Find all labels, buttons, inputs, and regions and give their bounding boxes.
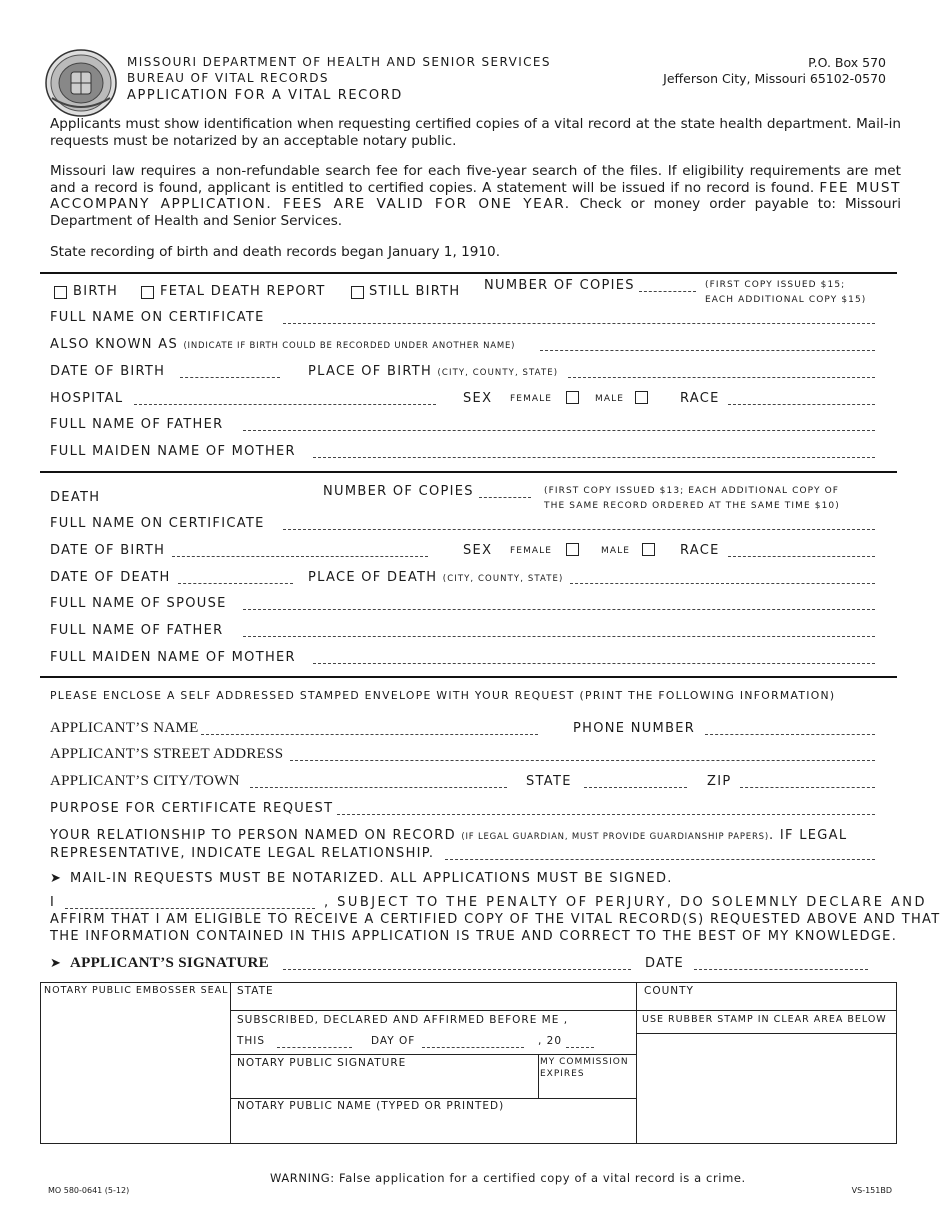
city-address: Jefferson City, Missouri 65102-0570 [663,71,886,86]
fee-text: Missouri law requires a non-refundable search fee for each five-year search of the files. If eligibility requirements are met and a record is found, applicant is entitled to certified copies. A statement will be issued if no record is found. [50,163,901,196]
embosser-seal-label: NOTARY PUBLIC EMBOSSER SEAL [44,985,229,996]
state-seal-icon [44,48,118,118]
pod-note: (CITY, COUNTY, STATE) [442,574,564,584]
birth-race-field[interactable] [728,404,875,405]
birth-dob-label: DATE OF BIRTH [50,364,166,379]
notary-box [40,982,897,1144]
pob-field[interactable] [568,377,875,378]
warning-text: WARNING: False application for a certified copy of a vital record is a crime. [270,1171,746,1185]
relationship-note: (IF LEGAL GUARDIAN, MUST PROVIDE GUARDIANSHIP PAPERS) [461,832,769,842]
rubber-stamp-label: USE RUBBER STAMP IN CLEAR AREA BELOW [642,1014,887,1025]
purpose-label: PURPOSE FOR CERTIFICATE REQUEST [50,801,334,816]
city-field[interactable] [250,787,507,788]
day-of-label: DAY OF [371,1035,416,1047]
birth-fee-note-2: EACH ADDITIONAL COPY $15) [705,295,867,305]
zip-label: ZIP [707,774,732,789]
fetal-death-label: FETAL DEATH REPORT [160,284,326,299]
relationship-tail: . IF LEGAL [769,828,848,843]
birth-female-checkbox[interactable] [566,391,579,404]
arrowhead-bullet-icon: ➤ [50,956,61,971]
birth-mother-field[interactable] [313,457,875,458]
spouse-label: FULL NAME OF SPOUSE [50,596,227,611]
vs-number: VS-151BD [851,1186,892,1195]
bureau-name: BUREAU OF VITAL RECORDS [127,71,329,85]
death-full-name-label: FULL NAME ON CERTIFICATE [50,516,265,531]
hospital-field[interactable] [134,404,436,405]
spouse-field[interactable] [243,609,875,610]
declare-line-1: , SUBJECT TO THE PENALTY OF PERJURY, DO SOLEMNLY DECLARE AND [324,895,927,910]
aka-note: (INDICATE IF BIRTH COULD BE RECORDED UNDER ANOTHER NAME) [183,341,516,351]
still-birth-label: STILL BIRTH [369,284,461,299]
death-race-label: RACE [680,543,720,558]
declare-line-3: THE INFORMATION CONTAINED IN THIS APPLICATION IS TRUE AND CORRECT TO THE BEST OF MY KNOWLEDGE. [50,929,898,944]
notary-divider [230,1098,636,1099]
divider [40,471,897,473]
fetal-death-checkbox[interactable] [141,286,154,299]
year-field[interactable] [566,1047,594,1048]
pob-text: PLACE OF BIRTH [308,364,433,379]
city-label: APPLICANT’S CITY/TOWN [50,773,240,789]
notary-divider [538,1054,539,1098]
death-mother-label: FULL MAIDEN NAME OF MOTHER [50,650,296,665]
purpose-field[interactable] [337,814,875,815]
pod-text: PLACE OF DEATH [308,570,438,585]
aka-label [50,337,515,352]
signature-label: APPLICANT’S SIGNATURE [70,955,269,971]
street-field[interactable] [290,760,875,761]
aka-text: ALSO KNOWN AS [50,337,178,352]
street-label: APPLICANT’S STREET ADDRESS [50,746,284,762]
divider [40,272,897,274]
hospital-label: HOSPITAL [50,391,124,406]
death-sex-label: SEX [463,543,493,558]
notary-state-label: STATE [237,985,274,997]
po-box: P.O. Box 570 [808,55,886,70]
dod-label: DATE OF DEATH [50,570,171,585]
notary-divider [636,982,637,1144]
aka-field[interactable] [540,350,875,351]
commission-label-2: EXPIRES [540,1069,585,1079]
date-field[interactable] [694,969,868,970]
notary-divider [230,1054,636,1055]
death-race-field[interactable] [728,556,875,557]
day-of-field[interactable] [422,1047,524,1048]
department-name: MISSOURI DEPARTMENT OF HEALTH AND SENIOR SERVICES [127,55,551,69]
birth-fee-note-1: (FIRST COPY ISSUED $15; [705,280,846,290]
date-label: DATE [645,956,685,971]
enclose-instruction: PLEASE ENCLOSE A SELF ADDRESSED STAMPED ENVELOPE WITH YOUR REQUEST (PRINT THE FOLLOWING INFORMATION) [50,689,836,702]
birth-father-field[interactable] [243,430,875,431]
form-number: MO 580-0641 (5-12) [48,1186,130,1195]
commission-label-1: MY COMMISSION [540,1057,629,1067]
signature-field[interactable] [283,969,631,970]
birth-full-name-label: FULL NAME ON CERTIFICATE [50,310,265,325]
birth-male-label: MALE [595,394,625,404]
death-male-checkbox[interactable] [642,543,655,556]
state-label: STATE [526,774,572,789]
death-mother-field[interactable] [313,663,875,664]
birth-female-label: FEMALE [510,394,553,404]
death-male-label: MALE [601,546,631,556]
declarant-name-field[interactable] [65,908,315,909]
declare-i: I [50,895,56,910]
zip-field[interactable] [740,787,875,788]
pod-label [308,570,563,585]
legal-rep-field[interactable] [445,859,875,860]
birth-label: BIRTH [73,284,119,299]
death-father-label: FULL NAME OF FATHER [50,623,224,638]
death-dob-field[interactable] [172,556,428,557]
mailin-notice: MAIL-IN REQUESTS MUST BE NOTARIZED. ALL APPLICATIONS MUST BE SIGNED. [70,871,673,886]
pob-label [308,364,558,379]
notary-county-label: COUNTY [644,985,694,997]
birth-race-label: RACE [680,391,720,406]
intro-paragraph-3: State recording of birth and death records began January 1, 1910. [50,244,501,260]
death-father-field[interactable] [243,636,875,637]
notary-divider [636,1033,897,1034]
declare-line-2: AFFIRM THAT I AM ELIGIBLE TO RECEIVE A CERTIFIED COPY OF THE VITAL RECORD(S) REQUESTED ABOVE AND THAT [50,912,941,927]
legal-rep-label: REPRESENTATIVE, INDICATE LEGAL RELATIONSHIP. [50,846,435,861]
payable-text: Check or money order payable to: Missouri Department of Health and Senior Services. [50,196,901,229]
notary-divider [230,982,231,1144]
birth-male-checkbox[interactable] [635,391,648,404]
applicant-name-label: APPLICANT’S NAME [50,720,199,736]
form-title: APPLICATION FOR A VITAL RECORD [127,88,403,103]
year-label: , 20 [538,1035,563,1047]
pob-note: (CITY, COUNTY, STATE) [437,368,559,378]
arrowhead-bullet-icon: ➤ [50,871,61,886]
death-female-checkbox[interactable] [566,543,579,556]
this-label: THIS [237,1035,266,1047]
subscribed-label: SUBSCRIBED, DECLARED AND AFFIRMED BEFORE ME , [237,1014,569,1026]
death-female-label: FEMALE [510,546,553,556]
still-birth-checkbox[interactable] [351,286,364,299]
notary-signature-label: NOTARY PUBLIC SIGNATURE [237,1057,407,1069]
birth-father-label: FULL NAME OF FATHER [50,417,224,432]
applicant-name-field[interactable] [201,734,538,735]
dod-field[interactable] [178,583,293,584]
fee-must-accompany: FEE MUST ACCOMPANY APPLICATION. FEES ARE VALID FOR ONE YEAR. [50,179,902,212]
pod-field[interactable] [570,583,875,584]
divider [40,676,897,678]
birth-full-name-field[interactable] [283,323,875,324]
birth-copies-label: NUMBER OF COPIES [484,278,635,293]
death-fee-note-1: (FIRST COPY ISSUED $13; EACH ADDITIONAL COPY OF [544,486,840,496]
intro-paragraph-1: Applicants must show identification when requesting certified copies of a vital record at the state health department. Mail-in requests must be notarized by an acceptable notary public. [50,116,901,149]
birth-checkbox[interactable] [54,286,67,299]
relationship-text: YOUR RELATIONSHIP TO PERSON NAMED ON RECORD [50,828,456,843]
birth-sex-label: SEX [463,391,493,406]
birth-copies-field[interactable] [639,291,696,292]
death-fee-note-2: THE SAME RECORD ORDERED AT THE SAME TIME $10) [544,501,840,511]
notary-name-label: NOTARY PUBLIC NAME (TYPED OR PRINTED) [237,1100,505,1112]
birth-mother-label: FULL MAIDEN NAME OF MOTHER [50,444,296,459]
birth-dob-field[interactable] [180,377,280,378]
state-field[interactable] [584,787,687,788]
death-full-name-field[interactable] [283,529,875,530]
notary-divider [230,1010,897,1011]
relationship-label [50,828,847,843]
death-copies-label: NUMBER OF COPIES [323,484,474,499]
intro-paragraph-2 [50,163,901,229]
phone-label: PHONE NUMBER [573,721,696,736]
this-day-field[interactable] [277,1047,352,1048]
death-copies-field[interactable] [479,497,531,498]
death-dob-label: DATE OF BIRTH [50,543,166,558]
phone-field[interactable] [705,734,875,735]
death-title: DEATH [50,490,101,505]
